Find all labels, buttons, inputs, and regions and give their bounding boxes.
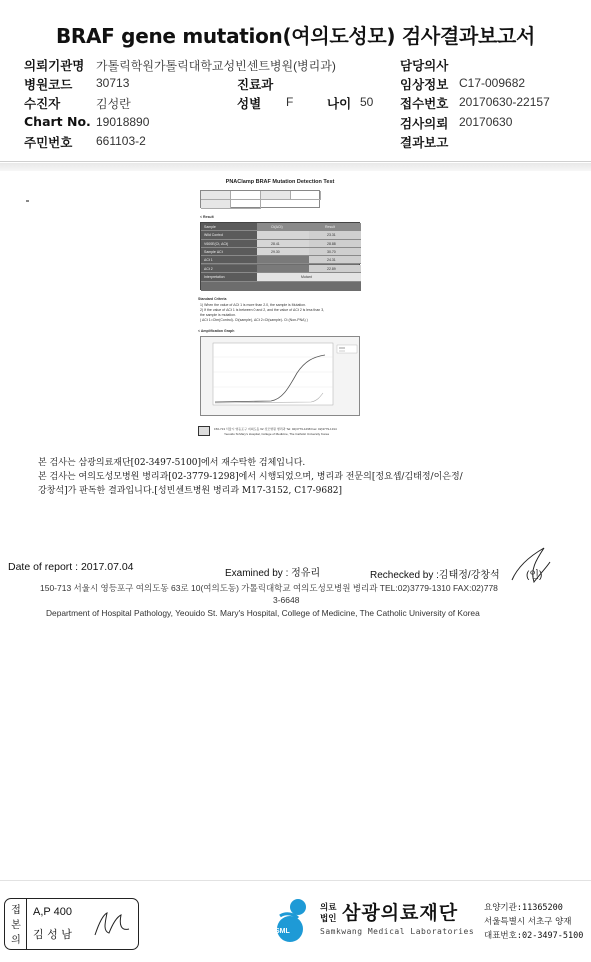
receipt-label: 접수번호 xyxy=(400,96,449,111)
table-row: Wild Control 23.31 xyxy=(201,231,361,239)
embedded-pna-report xyxy=(192,174,368,444)
institution-label: 의뢰기관명 xyxy=(24,58,85,73)
scan-divider xyxy=(0,163,591,171)
sml-logo-icon xyxy=(268,896,312,944)
company-info-2: 서울특별시 서초구 양재 xyxy=(484,917,572,927)
note-line-1: 본 검사는 삼광의료재단[02-3497-5100]에서 재수탁한 검체입니다. xyxy=(38,458,306,468)
corp-label-1: 의료 xyxy=(320,903,337,913)
embedded-footer: 150-713 서울시 영등포구 여의도동 62 성모병원 병리과 Tel: 02)3779-1298 Fax: 02)3779-1314 Yeouido St.Mary's Hospital, College of Medicine, The Catholic University Korea xyxy=(198,424,362,440)
id-label: 주민번호 xyxy=(24,135,73,150)
age-label: 나이 xyxy=(327,96,352,111)
scan-speck xyxy=(26,200,29,202)
result-label: 결과보고 xyxy=(400,135,449,150)
doctor-label: 담당의사 xyxy=(400,58,449,73)
department-label: 진료과 xyxy=(237,77,274,92)
table-row: ΔCt 2 22.89 xyxy=(201,265,361,273)
embedded-criteria: Standard Criteria 1) When the value of ΔCt 1 is more than 2.0, the sample is Mutation. 2) If the value of ΔCt 1 is between 0 and 2, and the value of ΔCt 2 is less than 3, the sample is mutation. ( ΔCt 1=Ctm(Control)- Ct(sample), ΔCt 2=Ct(sample)- Ct (Non-PNA) ) xyxy=(198,297,325,322)
department-line: Department of Hospital Pathology, Yeouido St. Mary's Hospital, College of Medicine, The Catholic University of Korea xyxy=(46,608,480,618)
clinical-info-value: C17-009682 xyxy=(459,76,526,90)
receipt-stamp xyxy=(4,898,139,950)
stamp-line-1: A,P 400 xyxy=(33,906,72,918)
note-line-3: 강창석]가 판독한 결과입니다.[성빈센트병원 병리과 M17-3152, C17-9682] xyxy=(38,486,343,496)
stamp-line-2: 김 성 남 xyxy=(33,928,72,941)
embedded-info-box xyxy=(200,190,320,208)
note-line-2: 본 검사는 여의도성모병원 병리과[02-3779-1298]에서 시행되었으며, 병리과 전문의[정요셉/김태정/이은정/ xyxy=(38,472,463,482)
report-title: BRAF gene mutation(여의도성모) 검사결과보고서 xyxy=(55,24,536,48)
amplification-curve-svg xyxy=(201,337,361,417)
company-english: Samkwang Medical Laboratories xyxy=(320,927,475,936)
embedded-result-heading: < Result xyxy=(200,215,214,219)
chart-value: 19018890 xyxy=(96,115,150,129)
signature-mark xyxy=(500,546,560,586)
company-info-1: 요양기관:11365200 xyxy=(484,903,563,913)
seal-mark: (인) xyxy=(526,570,543,581)
report-date: Date of report : 2017.07.04 xyxy=(8,561,134,573)
table-row: V600E(Ct, ΔCt) 28.41 28.88 xyxy=(201,240,361,248)
chart-label: Chart No. xyxy=(24,114,91,129)
pathology-address: 150-713 서울시 영등포구 여의도동 63로 10(여의도동) 가톨릭대학교 여의도성모병원 병리과 TEL:02)3779-1310 FAX:02)778 xyxy=(40,583,498,593)
request-label: 검사의뢰 xyxy=(400,116,449,131)
embedded-result-table xyxy=(200,222,360,290)
table-row: ΔCt 1 24.31 xyxy=(201,256,361,264)
report-header xyxy=(0,0,591,162)
id-value: 661103-2 xyxy=(96,134,146,148)
institution-value: 가톨릭학원가톨릭대학교성빈센트병원(병리과) xyxy=(96,59,336,73)
clinical-info-label: 임상정보 xyxy=(400,77,449,92)
patient-label: 수진자 xyxy=(24,96,61,111)
table-row: Sample Ct(ΔCt) Result xyxy=(201,223,361,231)
examined-by: Examined by : 정유리 xyxy=(225,568,321,579)
sml-logo-text: SML xyxy=(275,928,290,935)
corp-label-2: 법인 xyxy=(320,914,337,924)
patient-value: 김성란 xyxy=(96,97,131,111)
pathology-address-cont: 3-6648 xyxy=(273,595,300,605)
hospital-code-value: 30713 xyxy=(96,76,130,90)
embedded-amplification-graph xyxy=(200,336,360,416)
embedded-graph-heading: < Amplification Graph xyxy=(198,329,235,333)
table-row: Interpretation Mutant xyxy=(201,273,361,282)
receipt-value: 20170630-22157 xyxy=(459,95,550,109)
stamp-side: 접 본 의 xyxy=(5,899,27,949)
age-value: 50 xyxy=(360,95,374,109)
hospital-code-label: 병원코드 xyxy=(24,77,73,92)
stamp-signature xyxy=(91,909,135,941)
sex-value: F xyxy=(286,95,294,109)
table-row: Sample ΔCt 29.30 30.70 xyxy=(201,248,361,256)
rechecked-by: Rechecked by :김태정/강창석 xyxy=(370,570,500,581)
company-name: 삼광의료재단 xyxy=(342,902,459,924)
embedded-logo-icon xyxy=(198,426,210,436)
company-info-3: 대표번호:02-3497-5100 xyxy=(484,931,584,941)
embedded-title: PNAClamp BRAF Mutation Detection Test xyxy=(225,179,335,185)
sex-label: 성별 xyxy=(237,96,262,111)
request-value: 20170630 xyxy=(459,115,513,129)
